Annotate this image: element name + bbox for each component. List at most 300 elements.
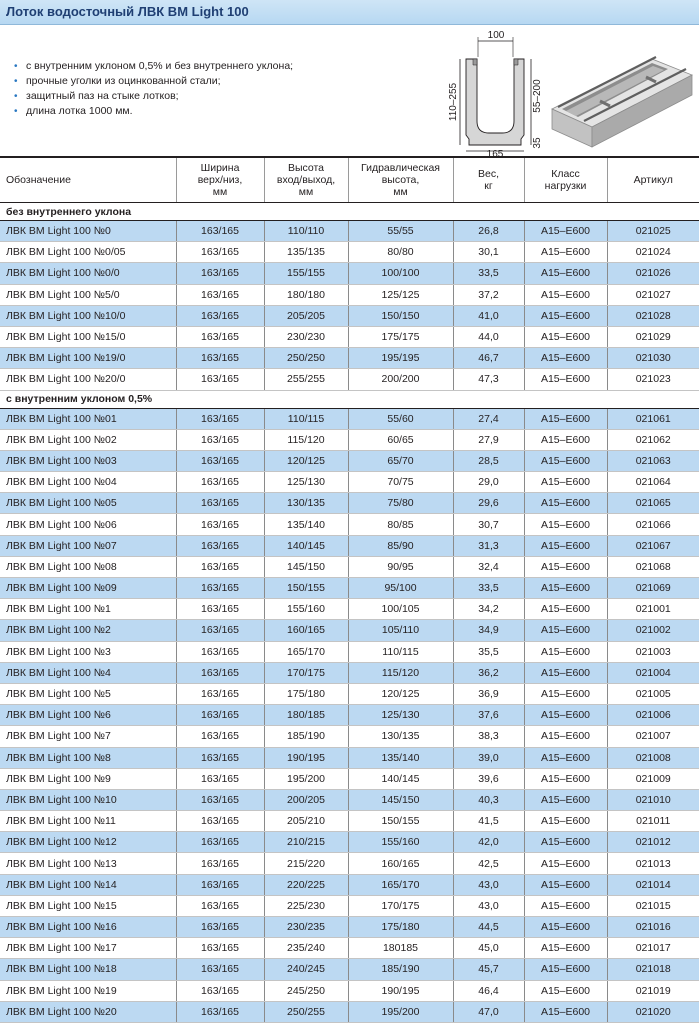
- table-row: [0, 1001, 699, 1022]
- table-cell: 140/145: [348, 768, 453, 789]
- table-cell: 60/65: [348, 429, 453, 450]
- table-cell: 26,8: [453, 221, 524, 242]
- table-cell: ЛВК ВМ Light 100 №04: [0, 472, 176, 493]
- table-row: [0, 348, 699, 369]
- table-cell: 235/240: [264, 938, 348, 959]
- table-cell: 230/235: [264, 917, 348, 938]
- table-cell: 195/200: [348, 1001, 453, 1022]
- table-cell: 115/120: [348, 662, 453, 683]
- table-row: [0, 556, 699, 577]
- table-cell: ЛВК ВМ Light 100 №10: [0, 789, 176, 810]
- product-table: [0, 156, 699, 1023]
- table-cell: 150/155: [264, 578, 348, 599]
- table-cell: 021017: [607, 938, 699, 959]
- table-cell: 021061: [607, 408, 699, 429]
- table-cell: 220/225: [264, 874, 348, 895]
- table-cell: ЛВК ВМ Light 100 №5: [0, 683, 176, 704]
- table-cell: 250/250: [264, 348, 348, 369]
- table-cell: 175/180: [348, 917, 453, 938]
- table-cell: 85/90: [348, 535, 453, 556]
- table-cell: 46,7: [453, 348, 524, 369]
- table-cell: 27,9: [453, 429, 524, 450]
- dim-left-label: 110–255: [448, 82, 459, 122]
- table-row: [0, 938, 699, 959]
- table-cell: 021069: [607, 578, 699, 599]
- table-cell: 163/165: [176, 284, 264, 305]
- column-header: Обозначение: [0, 157, 176, 203]
- table-cell: 95/100: [348, 578, 453, 599]
- column-header: Ширина верх/низ, мм: [176, 157, 264, 203]
- table-cell: 163/165: [176, 768, 264, 789]
- table-cell: 130/135: [264, 493, 348, 514]
- table-cell: 163/165: [176, 620, 264, 641]
- table-cell: 155/160: [348, 832, 453, 853]
- table-cell: ЛВК ВМ Light 100 №09: [0, 578, 176, 599]
- table-cell: 021066: [607, 514, 699, 535]
- bullet-dot-icon: •: [14, 61, 18, 72]
- table-cell: 29,0: [453, 472, 524, 493]
- table-cell: ЛВК ВМ Light 100 №0/0: [0, 263, 176, 284]
- table-cell: 163/165: [176, 348, 264, 369]
- table-cell: 021010: [607, 789, 699, 810]
- table-cell: A15–E600: [524, 578, 607, 599]
- table-cell: 021065: [607, 493, 699, 514]
- table-cell: A15–E600: [524, 599, 607, 620]
- table-cell: 70/75: [348, 472, 453, 493]
- table-cell: 135/135: [264, 242, 348, 263]
- table-cell: 163/165: [176, 369, 264, 390]
- table-cell: ЛВК ВМ Light 100 №18: [0, 959, 176, 980]
- table-cell: 135/140: [264, 514, 348, 535]
- table-cell: 65/70: [348, 450, 453, 471]
- table-cell: 130/135: [348, 726, 453, 747]
- table-cell: 190/195: [264, 747, 348, 768]
- table-cell: 110/110: [264, 221, 348, 242]
- table-cell: A15–E600: [524, 683, 607, 704]
- table-cell: 44,5: [453, 917, 524, 938]
- table-row: [0, 895, 699, 916]
- table-cell: 135/140: [348, 747, 453, 768]
- table-cell: 163/165: [176, 535, 264, 556]
- column-header: Высота вход/выход, мм: [264, 157, 348, 203]
- table-cell: ЛВК ВМ Light 100 №1: [0, 599, 176, 620]
- table-row: [0, 221, 699, 242]
- table-cell: 100/105: [348, 599, 453, 620]
- bullet-dot-icon: •: [14, 91, 18, 102]
- table-cell: 120/125: [348, 683, 453, 704]
- table-cell: ЛВК ВМ Light 100 №14: [0, 874, 176, 895]
- feature-item: [10, 59, 293, 74]
- table-cell: 41,0: [453, 305, 524, 326]
- column-header: Вес, кг: [453, 157, 524, 203]
- table-cell: 163/165: [176, 1001, 264, 1022]
- table-cell: 021001: [607, 599, 699, 620]
- table-cell: 163/165: [176, 874, 264, 895]
- table-cell: ЛВК ВМ Light 100 №7: [0, 726, 176, 747]
- table-cell: A15–E600: [524, 917, 607, 938]
- table-cell: 163/165: [176, 242, 264, 263]
- table-cell: 150/155: [348, 811, 453, 832]
- table-cell: 163/165: [176, 221, 264, 242]
- table-cell: A15–E600: [524, 369, 607, 390]
- table-cell: 021062: [607, 429, 699, 450]
- table-cell: 163/165: [176, 599, 264, 620]
- feature-list: [10, 59, 293, 119]
- table-cell: 200/200: [348, 369, 453, 390]
- table-cell: ЛВК ВМ Light 100 №6: [0, 705, 176, 726]
- table-cell: 163/165: [176, 895, 264, 916]
- table-cell: 34,2: [453, 599, 524, 620]
- table-cell: 163/165: [176, 980, 264, 1001]
- table-body: [0, 203, 699, 1023]
- table-row: [0, 284, 699, 305]
- table-cell: 163/165: [176, 305, 264, 326]
- table-cell: 021016: [607, 917, 699, 938]
- table-cell: 90/95: [348, 556, 453, 577]
- table-cell: 163/165: [176, 429, 264, 450]
- table-row: [0, 811, 699, 832]
- table-cell: 163/165: [176, 263, 264, 284]
- table-cell: A15–E600: [524, 959, 607, 980]
- table-cell: 39,6: [453, 768, 524, 789]
- table-cell: 43,0: [453, 895, 524, 916]
- table-cell: 021029: [607, 326, 699, 347]
- table-row: [0, 514, 699, 535]
- table-cell: 021013: [607, 853, 699, 874]
- table-row: [0, 853, 699, 874]
- table-row: [0, 472, 699, 493]
- feature-text: длина лотка 1000 мм.: [26, 105, 133, 117]
- table-row: [0, 620, 699, 641]
- table-cell: 28,5: [453, 450, 524, 471]
- table-row: [0, 599, 699, 620]
- table-row: [0, 705, 699, 726]
- bullet-dot-icon: •: [14, 106, 18, 117]
- table-cell: 45,0: [453, 938, 524, 959]
- table-cell: 163/165: [176, 662, 264, 683]
- table-cell: 36,2: [453, 662, 524, 683]
- table-cell: 255/255: [264, 369, 348, 390]
- table-cell: 163/165: [176, 917, 264, 938]
- table-cell: 29,6: [453, 493, 524, 514]
- table-cell: 42,0: [453, 832, 524, 853]
- table-cell: 150/150: [348, 305, 453, 326]
- table-cell: 185/190: [348, 959, 453, 980]
- bullet-dot-icon: •: [14, 76, 18, 87]
- table-cell: A15–E600: [524, 242, 607, 263]
- table-cell: 195/195: [348, 348, 453, 369]
- table-cell: ЛВК ВМ Light 100 №01: [0, 408, 176, 429]
- table-cell: 45,7: [453, 959, 524, 980]
- table-cell: 163/165: [176, 938, 264, 959]
- dim-right-base-label: 35: [532, 137, 543, 149]
- table-row: [0, 535, 699, 556]
- table-cell: ЛВК ВМ Light 100 №20: [0, 1001, 176, 1022]
- table-row: [0, 429, 699, 450]
- table-row: [0, 662, 699, 683]
- table-cell: 245/250: [264, 980, 348, 1001]
- table-cell: ЛВК ВМ Light 100 №02: [0, 429, 176, 450]
- table-cell: 31,3: [453, 535, 524, 556]
- table-cell: 021003: [607, 641, 699, 662]
- table-cell: A15–E600: [524, 284, 607, 305]
- table-cell: 42,5: [453, 853, 524, 874]
- table-cell: 105/110: [348, 620, 453, 641]
- table-cell: ЛВК ВМ Light 100 №03: [0, 450, 176, 471]
- table-cell: 43,0: [453, 874, 524, 895]
- table-cell: 163/165: [176, 326, 264, 347]
- table-cell: A15–E600: [524, 874, 607, 895]
- table-row: [0, 326, 699, 347]
- table-cell: 30,7: [453, 514, 524, 535]
- dim-top-label: 100: [487, 30, 505, 41]
- table-cell: 34,9: [453, 620, 524, 641]
- section-title: с внутренним уклоном 0,5%: [0, 390, 699, 408]
- table-row: [0, 726, 699, 747]
- table-cell: ЛВК ВМ Light 100 №2: [0, 620, 176, 641]
- table-cell: 110/115: [348, 641, 453, 662]
- table-cell: 021012: [607, 832, 699, 853]
- column-header: Артикул: [607, 157, 699, 203]
- table-cell: 021030: [607, 348, 699, 369]
- table-cell: 36,9: [453, 683, 524, 704]
- table-cell: 021063: [607, 450, 699, 471]
- table-cell: A15–E600: [524, 348, 607, 369]
- table-cell: A15–E600: [524, 895, 607, 916]
- table-cell: 225/230: [264, 895, 348, 916]
- table-cell: 200/205: [264, 789, 348, 810]
- table-cell: 160/165: [264, 620, 348, 641]
- table-cell: 215/220: [264, 853, 348, 874]
- table-cell: 165/170: [264, 641, 348, 662]
- feature-item: [10, 104, 293, 119]
- table-cell: 021002: [607, 620, 699, 641]
- table-cell: 33,5: [453, 578, 524, 599]
- table-cell: 33,5: [453, 263, 524, 284]
- table-cell: 021014: [607, 874, 699, 895]
- table-cell: ЛВК ВМ Light 100 №16: [0, 917, 176, 938]
- table-cell: 175/180: [264, 683, 348, 704]
- table-cell: 021028: [607, 305, 699, 326]
- table-cell: 75/80: [348, 493, 453, 514]
- table-cell: 163/165: [176, 450, 264, 471]
- table-cell: 021006: [607, 705, 699, 726]
- table-cell: ЛВК ВМ Light 100 №08: [0, 556, 176, 577]
- feature-item: [10, 74, 293, 89]
- table-cell: A15–E600: [524, 429, 607, 450]
- table-cell: A15–E600: [524, 620, 607, 641]
- table-cell: 021020: [607, 1001, 699, 1022]
- table-row: [0, 369, 699, 390]
- table-cell: 021067: [607, 535, 699, 556]
- table-cell: 38,3: [453, 726, 524, 747]
- table-cell: A15–E600: [524, 263, 607, 284]
- table-cell: ЛВК ВМ Light 100 №19: [0, 980, 176, 1001]
- table-cell: ЛВК ВМ Light 100 №3: [0, 641, 176, 662]
- table-cell: 180185: [348, 938, 453, 959]
- table-cell: 163/165: [176, 726, 264, 747]
- page-title: Лоток водосточный ЛВК ВМ Light 100: [0, 0, 699, 25]
- table-cell: 021068: [607, 556, 699, 577]
- table-cell: ЛВК ВМ Light 100 №10/0: [0, 305, 176, 326]
- product-header: [0, 25, 699, 156]
- table-cell: ЛВК ВМ Light 100 №0/05: [0, 242, 176, 263]
- table-cell: 46,4: [453, 980, 524, 1001]
- table-cell: 163/165: [176, 747, 264, 768]
- table-cell: ЛВК ВМ Light 100 №07: [0, 535, 176, 556]
- table-cell: A15–E600: [524, 535, 607, 556]
- table-cell: 170/175: [348, 895, 453, 916]
- table-cell: 190/195: [348, 980, 453, 1001]
- table-cell: 110/115: [264, 408, 348, 429]
- table-cell: 021027: [607, 284, 699, 305]
- table-row: [0, 980, 699, 1001]
- table-cell: 163/165: [176, 556, 264, 577]
- feature-text: защитный паз на стыке лотков;: [26, 90, 179, 102]
- table-cell: 163/165: [176, 514, 264, 535]
- table-cell: ЛВК ВМ Light 100 №17: [0, 938, 176, 959]
- table-cell: A15–E600: [524, 450, 607, 471]
- table-cell: ЛВК ВМ Light 100 №4: [0, 662, 176, 683]
- table-cell: 175/175: [348, 326, 453, 347]
- table-cell: A15–E600: [524, 221, 607, 242]
- section-title: без внутреннего уклона: [0, 203, 699, 221]
- table-cell: 35,5: [453, 641, 524, 662]
- table-cell: 021025: [607, 221, 699, 242]
- table-cell: 80/85: [348, 514, 453, 535]
- table-cell: 163/165: [176, 472, 264, 493]
- column-header: Класс нагрузки: [524, 157, 607, 203]
- table-row: [0, 959, 699, 980]
- table-cell: 47,3: [453, 369, 524, 390]
- table-cell: 80/80: [348, 242, 453, 263]
- table-cell: 250/255: [264, 1001, 348, 1022]
- section-row: [0, 203, 699, 221]
- table-cell: 145/150: [348, 789, 453, 810]
- table-cell: A15–E600: [524, 747, 607, 768]
- table-cell: 240/245: [264, 959, 348, 980]
- table-cell: 37,6: [453, 705, 524, 726]
- table-cell: 185/190: [264, 726, 348, 747]
- table-row: [0, 917, 699, 938]
- table-cell: 125/130: [348, 705, 453, 726]
- table-cell: 27,4: [453, 408, 524, 429]
- table-cell: 163/165: [176, 789, 264, 810]
- table-cell: A15–E600: [524, 811, 607, 832]
- table-cell: ЛВК ВМ Light 100 №12: [0, 832, 176, 853]
- table-cell: 163/165: [176, 641, 264, 662]
- table-cell: 195/200: [264, 768, 348, 789]
- table-cell: ЛВК ВМ Light 100 №06: [0, 514, 176, 535]
- table-cell: 205/205: [264, 305, 348, 326]
- table-cell: 47,0: [453, 1001, 524, 1022]
- table-cell: 163/165: [176, 811, 264, 832]
- table-cell: 30,1: [453, 242, 524, 263]
- table-row: [0, 263, 699, 284]
- feature-text: прочные уголки из оцинкованной стали;: [26, 75, 221, 87]
- table-cell: ЛВК ВМ Light 100 №15/0: [0, 326, 176, 347]
- table-cell: 021026: [607, 263, 699, 284]
- table-cell: 163/165: [176, 493, 264, 514]
- table-cell: 163/165: [176, 832, 264, 853]
- table-cell: 125/125: [348, 284, 453, 305]
- table-row: [0, 874, 699, 895]
- cross-section-drawing: [440, 29, 550, 157]
- table-cell: 021004: [607, 662, 699, 683]
- table-cell: 021007: [607, 726, 699, 747]
- table-cell: 021064: [607, 472, 699, 493]
- table-cell: 120/125: [264, 450, 348, 471]
- table-row: [0, 683, 699, 704]
- table-cell: 55/60: [348, 408, 453, 429]
- table-cell: A15–E600: [524, 1001, 607, 1022]
- table-cell: A15–E600: [524, 662, 607, 683]
- table-cell: 021024: [607, 242, 699, 263]
- table-cell: A15–E600: [524, 493, 607, 514]
- table-cell: 155/155: [264, 263, 348, 284]
- table-cell: 44,0: [453, 326, 524, 347]
- table-cell: 021018: [607, 959, 699, 980]
- table-cell: A15–E600: [524, 641, 607, 662]
- section-row: [0, 390, 699, 408]
- table-cell: A15–E600: [524, 768, 607, 789]
- table-cell: ЛВК ВМ Light 100 №8: [0, 747, 176, 768]
- table-row: [0, 832, 699, 853]
- table-cell: A15–E600: [524, 514, 607, 535]
- table-row: [0, 408, 699, 429]
- table-cell: ЛВК ВМ Light 100 №05: [0, 493, 176, 514]
- table-cell: 021019: [607, 980, 699, 1001]
- table-cell: A15–E600: [524, 305, 607, 326]
- table-cell: 163/165: [176, 683, 264, 704]
- table-cell: 163/165: [176, 408, 264, 429]
- table-cell: A15–E600: [524, 556, 607, 577]
- table-cell: 32,4: [453, 556, 524, 577]
- table-cell: 021005: [607, 683, 699, 704]
- table-cell: 180/185: [264, 705, 348, 726]
- table-cell: 021011: [607, 811, 699, 832]
- table-cell: ЛВК ВМ Light 100 №19/0: [0, 348, 176, 369]
- table-row: [0, 242, 699, 263]
- table-cell: A15–E600: [524, 726, 607, 747]
- table-cell: A15–E600: [524, 705, 607, 726]
- table-cell: 145/150: [264, 556, 348, 577]
- table-cell: 140/145: [264, 535, 348, 556]
- table-cell: 021009: [607, 768, 699, 789]
- table-cell: A15–E600: [524, 938, 607, 959]
- table-cell: 40,3: [453, 789, 524, 810]
- table-cell: 021023: [607, 369, 699, 390]
- table-row: [0, 641, 699, 662]
- table-row: [0, 789, 699, 810]
- table-cell: ЛВК ВМ Light 100 №0: [0, 221, 176, 242]
- table-cell: 210/215: [264, 832, 348, 853]
- table-cell: 165/170: [348, 874, 453, 895]
- table-row: [0, 450, 699, 471]
- table-cell: 55/55: [348, 221, 453, 242]
- table-cell: 170/175: [264, 662, 348, 683]
- table-header-row: [0, 157, 699, 203]
- table-cell: A15–E600: [524, 832, 607, 853]
- table-cell: 155/160: [264, 599, 348, 620]
- table-cell: 160/165: [348, 853, 453, 874]
- table-cell: ЛВК ВМ Light 100 №11: [0, 811, 176, 832]
- table-cell: 39,0: [453, 747, 524, 768]
- table-row: [0, 578, 699, 599]
- table-cell: ЛВК ВМ Light 100 №20/0: [0, 369, 176, 390]
- table-cell: ЛВК ВМ Light 100 №15: [0, 895, 176, 916]
- table-cell: 205/210: [264, 811, 348, 832]
